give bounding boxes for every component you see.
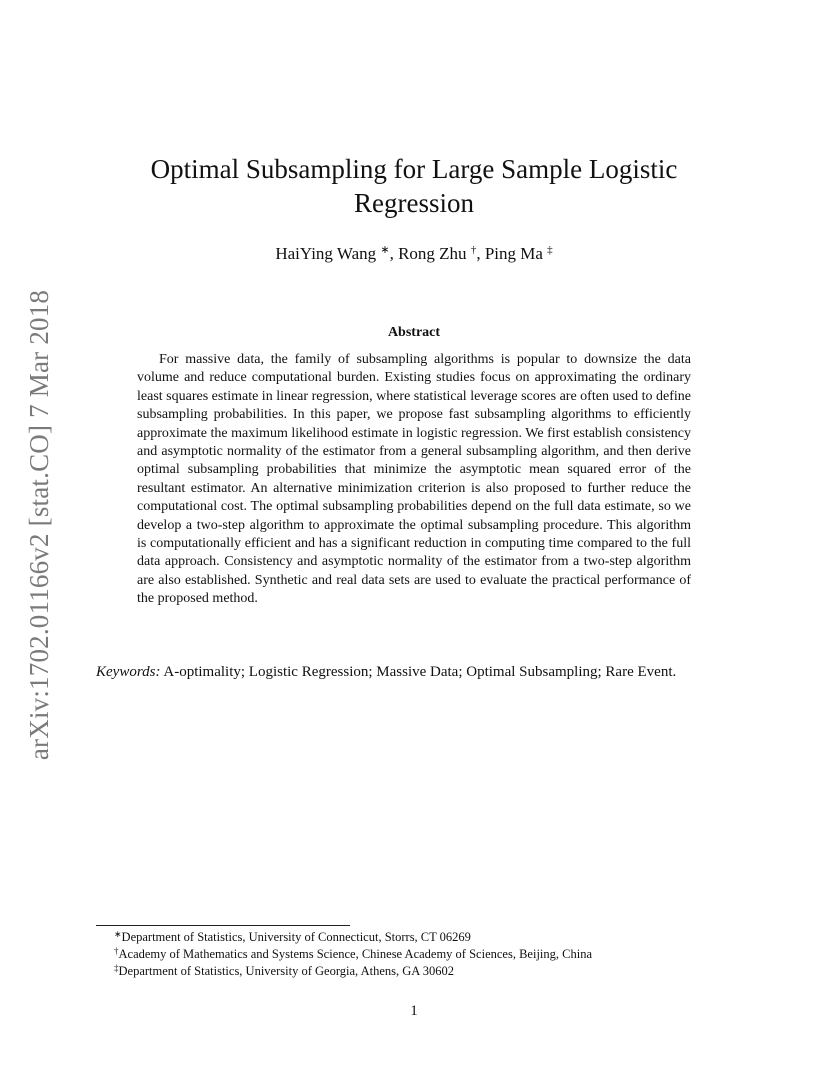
author-footnote-mark: † bbox=[470, 244, 477, 256]
footnote bbox=[114, 946, 734, 963]
footnote-divider bbox=[96, 925, 350, 926]
abstract-heading: Abstract bbox=[387, 325, 441, 340]
author-separator: , bbox=[476, 244, 481, 263]
footnote bbox=[114, 929, 734, 946]
footnote-text: Department of Statistics, University of Connecticut, Storrs, CT 06269 bbox=[121, 930, 471, 944]
footnotes bbox=[114, 929, 734, 980]
footnote-text: Department of Statistics, University of Georgia, Athens, GA 30602 bbox=[118, 964, 454, 978]
author-separator: , bbox=[389, 244, 394, 263]
author-name: HaiYing Wang bbox=[275, 244, 377, 263]
author-footnote-mark: ‡ bbox=[547, 244, 553, 256]
author-list bbox=[114, 242, 714, 266]
page-number: 1 bbox=[410, 1003, 418, 1019]
keywords-label: Keywords: bbox=[96, 664, 161, 680]
keywords-text: A-optimality; Logistic Regression; Massive Data; Optimal Subsampling; Rare Event. bbox=[163, 664, 677, 680]
keywords bbox=[96, 662, 732, 682]
footnote-mark: ∗ bbox=[114, 929, 122, 939]
author-name: Rong Zhu bbox=[398, 244, 467, 263]
arxiv-side-stamp: arXiv:1702.01166v2 [stat.CO] 7 Mar 2018 bbox=[24, 289, 54, 761]
footnote bbox=[114, 963, 734, 980]
author-footnote-mark: ∗ bbox=[380, 244, 390, 256]
footnote-text: Academy of Mathematics and Systems Science, Chinese Academy of Sciences, Beijing, China bbox=[118, 947, 592, 961]
author-name: Ping Ma bbox=[484, 244, 543, 263]
footnote-mark: † bbox=[114, 946, 119, 956]
abstract-body: For massive data, the family of subsampling algorithms is popular to downsize the data volume and reduce computational burden. Existing studies focus on approximating the ordinary least squares estimate in linear regression, where statistical leverage scores are often used to define subsampling probabilities. In this paper, we propose fast subsampling algorithms to efficiently approximate the maximum likelihood estimate in logistic regression. We first establish consistency and asymptotic normality of the estimator from a general subsampling algorithm, and then derive optimal subsampling probabilities that minimize the asymptotic mean squared error of the resultant estimator. An alternative minimization criterion is also proposed to further reduce the computational cost. The optimal subsampling probabilities depend on the full data estimate, so we develop a two-step algorithm to approximate the optimal subsampling procedure. This algorithm is computationally efficient and has a significant reduction in computing time compared to the full data approach. Consistency and asymptotic normality of the estimator from a two-step algorithm are also established. Synthetic and real data sets are used to evaluate the practical performance of the proposed method. bbox=[137, 352, 691, 607]
footnote-mark: ‡ bbox=[114, 963, 119, 973]
paper-title: Optimal Subsampling for Large Sample Logistic Regression bbox=[150, 154, 678, 218]
